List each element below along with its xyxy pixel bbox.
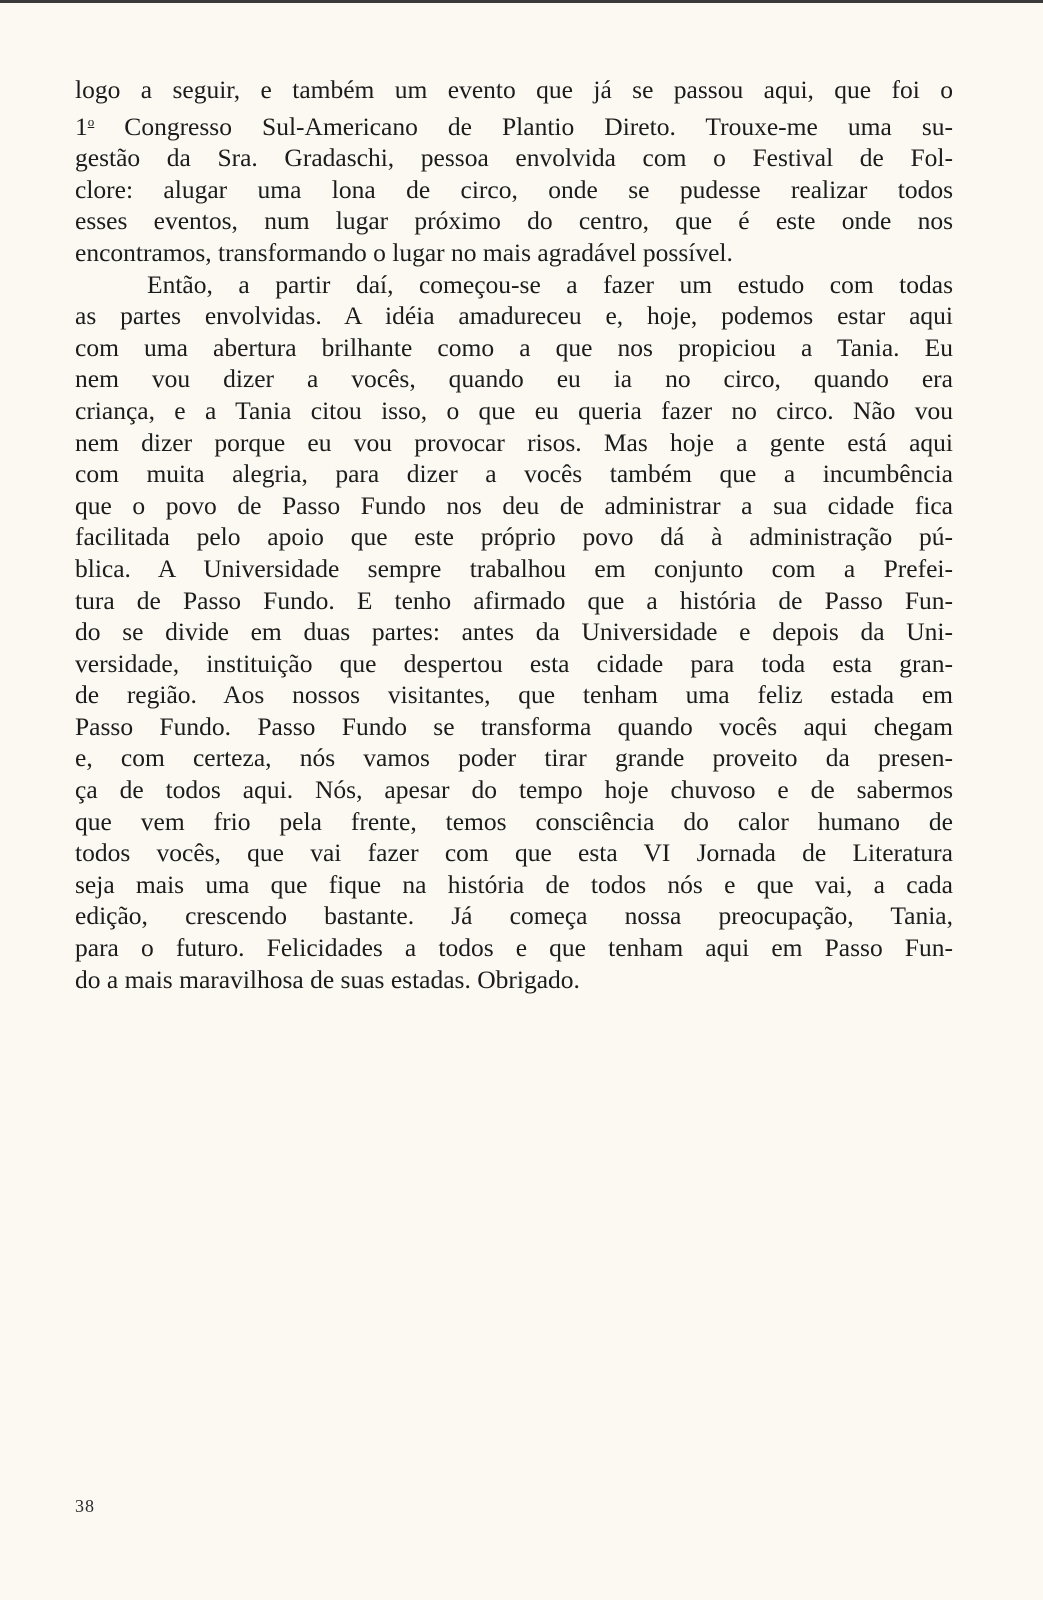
ordinal-number: 1 (75, 111, 88, 141)
text-line: gestão da Sra. Gradaschi, pessoa envolvida com o Festival de Fol- (75, 143, 953, 173)
page-top-rule (0, 0, 1043, 3)
text-line: logo a seguir, e também um evento que já se passou aqui, que foi o (75, 75, 953, 104)
text-line: e, com certeza, nós vamos poder tirar grande proveito da presen- (75, 743, 953, 773)
text-line: nem dizer porque eu vou provocar risos. Mas hoje a gente está aqui (75, 427, 953, 457)
text-line: Então, a partir daí, começou-se a fazer um estudo com todas (147, 269, 953, 299)
text-line: nem vou dizer a vocês, quando eu ia no circo, quando era (75, 364, 953, 394)
text-line: versidade, instituição que despertou esta cidade para toda esta gran- (75, 648, 953, 678)
text-line: facilitada pelo apoio que este próprio povo dá à administração pú- (75, 522, 953, 552)
ordinal-indicator: o (87, 113, 95, 129)
paragraph-1 (75, 74, 953, 269)
text-line: clore: alugar uma lona de circo, onde se pudesse realizar todos (75, 174, 953, 204)
text-line: encontramos, transformando o lugar no mais agradável possível. (75, 237, 733, 267)
text-line-rest: Congresso Sul-Americano de Plantio Direto. Trouxe-me uma su- (94, 111, 953, 141)
text-line: seja mais uma que fique na história de todos nós e que vai, a cada (75, 869, 953, 899)
text-line: edição, crescendo bastante. Já começa nossa preocupação, Tania, (75, 901, 953, 931)
text-line: que vem frio pela frente, temos consciência do calor humano de (75, 806, 953, 836)
text-line: que o povo de Passo Fundo nos deu de administrar a sua cidade fica (75, 490, 953, 520)
text-line: tura de Passo Fundo. E tenho afirmado que a história de Passo Fun- (75, 585, 953, 615)
paragraph-2 (75, 269, 953, 996)
text-line: com uma abertura brilhante como a que nos propiciou a Tania. Eu (75, 332, 953, 362)
text-line: as partes envolvidas. A idéia amadureceu e, hoje, podemos estar aqui (75, 301, 953, 331)
page-body-text (75, 74, 953, 995)
text-line: de região. Aos nossos visitantes, que tenham uma feliz estada em (75, 680, 953, 710)
text-line: com muita alegria, para dizer a vocês também que a incumbência (75, 459, 953, 489)
page-number: 38 (75, 1496, 95, 1516)
text-line: do a mais maravilhosa de suas estadas. Obrigado. (75, 964, 580, 994)
text-line: esses eventos, num lugar próximo do centro, que é este onde nos (75, 206, 953, 236)
text-line: blica. A Universidade sempre trabalhou em conjunto com a Prefei- (75, 553, 953, 583)
text-line: criança, e a Tania citou isso, o que eu queria fazer no circo. Não vou (75, 395, 953, 425)
text-line: para o futuro. Felicidades a todos e que tenham aqui em Passo Fun- (75, 933, 953, 963)
text-line: todos vocês, que vai fazer com que esta VI Jornada de Literatura (75, 838, 953, 868)
text-line: Passo Fundo. Passo Fundo se transforma quando vocês aqui chegam (75, 711, 953, 741)
text-line: do se divide em duas partes: antes da Universidade e depois da Uni- (75, 617, 953, 647)
text-line (75, 106, 953, 143)
text-line: ça de todos aqui. Nós, apesar do tempo hoje chuvoso e de sabermos (75, 775, 953, 805)
